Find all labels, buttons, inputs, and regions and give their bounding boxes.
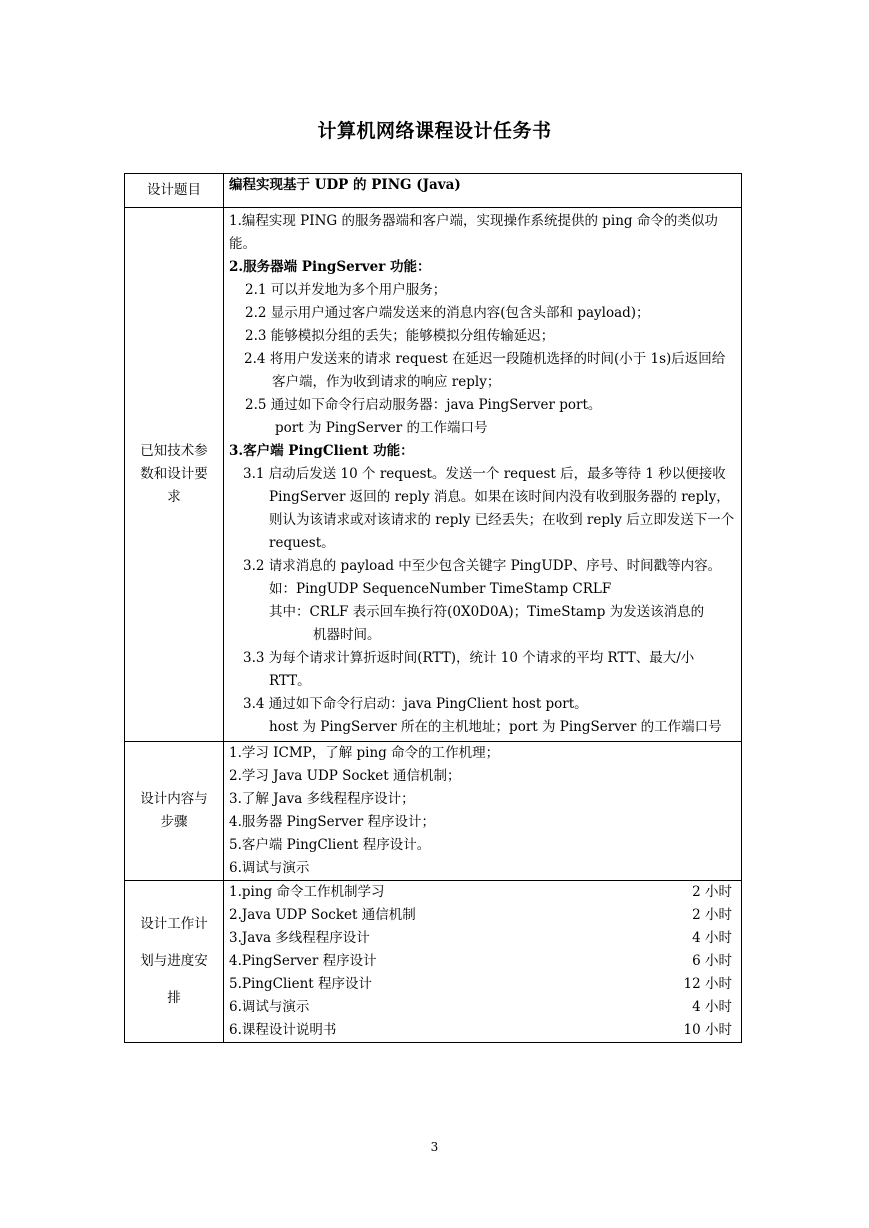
client-item: 3.3 为每个请求计算折返时间(RTT)，统计 10 个请求的平均 RTT、最大/小 RTT。 (243, 650, 695, 689)
list-item: 5.客户端 PingClient 程序设计。 (229, 837, 431, 853)
client-item: 3.4 通过如下命令行启动：java PingClient host port。 (243, 696, 588, 712)
page-title: 计算机网络课程设计任务书 (317, 120, 552, 142)
requirements-label-line: 数和设计要 (140, 466, 208, 482)
server-item: 2.1 可以并发地为多个用户服务； (245, 282, 447, 298)
client-item-example: 如：PingUDP SequenceNumber TimeStamp CRLF (269, 581, 612, 597)
list-item: 2.学习 Java UDP Socket 通信机制； (229, 768, 461, 784)
requirements-label (125, 208, 224, 742)
server-item: 2.4 将用户发送来的请求 request 在延迟一段随机选择的时间(小于 1s)后返回给客户端，作为收到请求的响应 reply； (244, 351, 726, 390)
content-steps-row (125, 742, 742, 881)
schedule-task: 4.PingServer 程序设计 (229, 953, 377, 969)
server-heading: 2.服务器端 PingServer 功能： (229, 259, 431, 275)
content-steps-label-line: 步骤 (160, 814, 188, 830)
schedule-task: 6.课程设计说明书 (229, 1022, 337, 1038)
list-item: 3.了解 Java 多线程程序设计； (229, 791, 415, 807)
schedule-list (224, 881, 742, 1043)
schedule-item (229, 881, 736, 904)
schedule-item (229, 927, 736, 950)
requirements-intro: 1.编程实现 PING 的服务器端和客户端，实现操作系统提供的 ping 命令的类似功能。 (229, 213, 718, 252)
schedule-task: 5.PingClient 程序设计 (229, 976, 372, 992)
client-item: 3.2 请求消息的 payload 中至少包含关键字 PingUDP、序号、时间戳等内容。 (243, 558, 722, 574)
schedule-item (229, 950, 736, 973)
client-item-note: host 为 PingServer 所在的主机地址；port 为 PingServer 的工作端口号 (269, 719, 722, 735)
content-steps-list (224, 742, 742, 881)
schedule-time: 4 小时 (692, 999, 732, 1015)
client-item-where-cont: 机器时间。 (313, 627, 381, 643)
schedule-task: 1.ping 命令工作机制学习 (229, 884, 385, 900)
client-heading: 3.客户端 PingClient 功能： (229, 443, 414, 459)
requirements-label-line: 求 (167, 489, 181, 505)
server-item: 2.5 通过如下命令行启动服务器：java PingServer port。 (245, 397, 602, 413)
topic-row (125, 174, 742, 208)
schedule-label-line: 划与进度安 (140, 953, 208, 969)
schedule-task: 3.Java 多线程程序设计 (229, 930, 370, 946)
requirements-row (125, 208, 742, 742)
schedule-item (229, 1019, 736, 1042)
server-item: 2.2 显示用户通过客户端发送来的消息内容(包含头部和 payload)； (245, 305, 650, 321)
schedule-row (125, 881, 742, 1043)
content-steps-label-line: 设计内容与 (140, 791, 208, 807)
schedule-time: 10 小时 (683, 1022, 732, 1038)
topic-label: 设计题目 (125, 174, 224, 208)
schedule-time: 6 小时 (692, 953, 732, 969)
client-item: 3.1 启动后发送 10 个 request。发送一个 request 后，最多等待 1 秒以便接收 PingServer 返回的 reply 消息。如果在该时间内没有收到服务器的 reply，则认为该请求或对该请求的 reply 已经丢失；在收到 reply 后立即发送下一个 request。 (243, 466, 735, 551)
list-item: 6.调试与演示 (229, 860, 310, 876)
task-table (124, 173, 742, 1043)
list-item: 4.服务器 PingServer 程序设计； (229, 814, 435, 830)
server-port-note: port 为 PingServer 的工作端口号 (275, 420, 488, 436)
schedule-label (125, 881, 224, 1043)
schedule-time: 2 小时 (692, 884, 732, 900)
schedule-time: 2 小时 (692, 907, 732, 923)
schedule-item (229, 996, 736, 1019)
schedule-label-line: 设计工作计 (140, 916, 208, 932)
server-item: 2.3 能够模拟分组的丢失；能够模拟分组传输延迟； (245, 328, 555, 344)
schedule-label-line: 排 (167, 990, 181, 1006)
schedule-time: 12 小时 (683, 976, 732, 992)
schedule-task: 6.调试与演示 (229, 999, 310, 1015)
content-steps-label (125, 742, 224, 881)
requirements-content (224, 208, 742, 742)
client-item-where: 其中：CRLF 表示回车换行符(0X0D0A)；TimeStamp 为发送该消息的 (269, 604, 705, 620)
requirements-label-line: 已知技术参 (140, 443, 208, 459)
schedule-time: 4 小时 (692, 930, 732, 946)
schedule-task: 2.Java UDP Socket 通信机制 (229, 907, 416, 923)
topic-value: 编程实现基于 UDP 的 PING (Java) (224, 174, 742, 208)
list-item: 1.学习 ICMP，了解 ping 命令的工作机理； (229, 745, 500, 761)
page-number: 3 (430, 1140, 439, 1154)
schedule-item (229, 973, 736, 996)
schedule-item (229, 904, 736, 927)
